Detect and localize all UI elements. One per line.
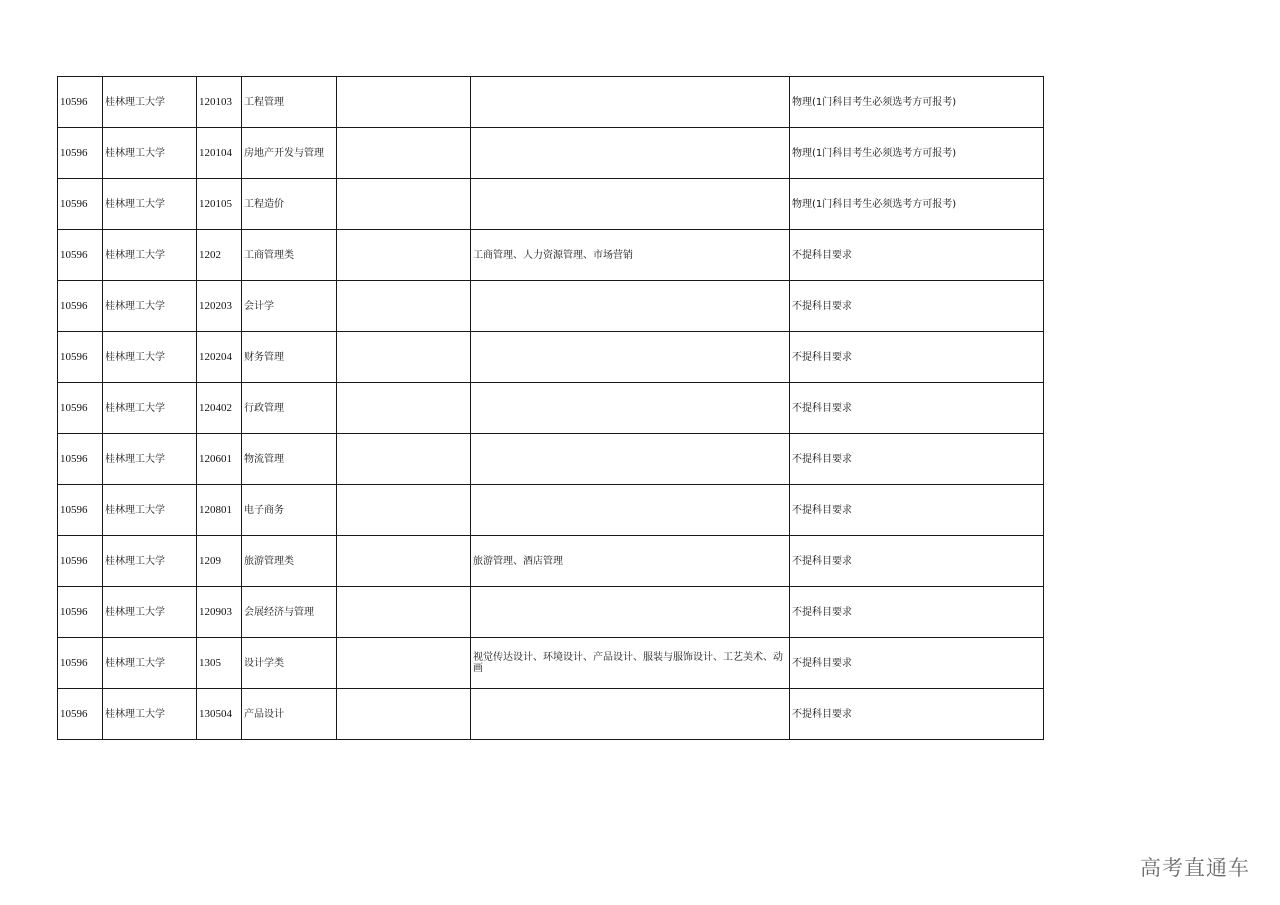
table-row [58,77,1044,128]
major-name-cell: 物流管理 [242,434,337,485]
major-name-cell: 房地产开发与管理 [242,128,337,179]
major-name-cell: 行政管理 [242,383,337,434]
subject-requirement-cell: 不提科目要求 [790,689,1044,740]
major-code-cell: 120104 [197,128,242,179]
school-code-cell: 10596 [58,332,103,383]
table-row [58,128,1044,179]
school-code-cell: 10596 [58,638,103,689]
table-row [58,536,1044,587]
school-code-cell: 10596 [58,179,103,230]
school-name-cell: 桂林理工大学 [103,77,197,128]
extra-cell [337,179,471,230]
subject-requirement-cell: 不提科目要求 [790,485,1044,536]
school-code-cell: 10596 [58,536,103,587]
extra-cell [337,485,471,536]
extra-cell [337,332,471,383]
major-name-cell: 财务管理 [242,332,337,383]
included-majors-cell [471,128,790,179]
extra-cell [337,536,471,587]
subject-requirement-cell: 物理(1门科目考生必须选考方可报考) [790,77,1044,128]
school-name-cell: 桂林理工大学 [103,332,197,383]
subject-requirement-cell: 不提科目要求 [790,434,1044,485]
included-majors-cell [471,332,790,383]
school-code-cell: 10596 [58,587,103,638]
major-name-cell: 会计学 [242,281,337,332]
school-name-cell: 桂林理工大学 [103,128,197,179]
major-name-cell: 产品设计 [242,689,337,740]
major-code-cell: 1202 [197,230,242,281]
included-majors-cell [471,179,790,230]
included-majors-cell: 工商管理、人力资源管理、市场营销 [471,230,790,281]
subject-requirement-cell: 不提科目要求 [790,281,1044,332]
table-row [58,230,1044,281]
school-name-cell: 桂林理工大学 [103,383,197,434]
table-row [58,281,1044,332]
school-code-cell: 10596 [58,689,103,740]
major-name-cell: 旅游管理类 [242,536,337,587]
school-code-cell: 10596 [58,230,103,281]
extra-cell [337,77,471,128]
table-body [58,77,1044,740]
school-code-cell: 10596 [58,383,103,434]
school-code-cell: 10596 [58,434,103,485]
school-name-cell: 桂林理工大学 [103,689,197,740]
major-code-cell: 120204 [197,332,242,383]
major-name-cell: 会展经济与管理 [242,587,337,638]
subject-requirement-cell: 不提科目要求 [790,638,1044,689]
extra-cell [337,689,471,740]
subject-requirement-cell: 不提科目要求 [790,383,1044,434]
major-code-cell: 120103 [197,77,242,128]
table-row [58,689,1044,740]
school-name-cell: 桂林理工大学 [103,587,197,638]
table-row [58,383,1044,434]
major-name-cell: 工商管理类 [242,230,337,281]
included-majors-cell: 视觉传达设计、环境设计、产品设计、服装与服饰设计、工艺美术、动画 [471,638,790,689]
school-name-cell: 桂林理工大学 [103,281,197,332]
school-code-cell: 10596 [58,77,103,128]
extra-cell [337,230,471,281]
subject-requirement-cell: 物理(1门科目考生必须选考方可报考) [790,179,1044,230]
extra-cell [337,383,471,434]
table-row [58,332,1044,383]
major-code-cell: 120203 [197,281,242,332]
major-code-cell: 120105 [197,179,242,230]
school-name-cell: 桂林理工大学 [103,638,197,689]
subject-requirement-cell: 不提科目要求 [790,332,1044,383]
major-code-cell: 120903 [197,587,242,638]
extra-cell [337,128,471,179]
table-row [58,638,1044,689]
subject-requirement-cell: 不提科目要求 [790,536,1044,587]
subject-requirement-cell: 物理(1门科目考生必须选考方可报考) [790,128,1044,179]
school-name-cell: 桂林理工大学 [103,485,197,536]
subject-requirement-cell: 不提科目要求 [790,230,1044,281]
major-code-cell: 120801 [197,485,242,536]
table-row [58,587,1044,638]
school-code-cell: 10596 [58,485,103,536]
major-code-cell: 1209 [197,536,242,587]
major-name-cell: 电子商务 [242,485,337,536]
major-name-cell: 工程造价 [242,179,337,230]
included-majors-cell [471,77,790,128]
table-row [58,179,1044,230]
major-name-cell: 工程管理 [242,77,337,128]
school-name-cell: 桂林理工大学 [103,179,197,230]
school-name-cell: 桂林理工大学 [103,434,197,485]
major-code-cell: 120402 [197,383,242,434]
school-code-cell: 10596 [58,128,103,179]
school-name-cell: 桂林理工大学 [103,230,197,281]
major-name-cell: 设计学类 [242,638,337,689]
extra-cell [337,434,471,485]
table-row [58,434,1044,485]
watermark-text: 高考直通车 [1140,856,1250,880]
subject-requirement-cell: 不提科目要求 [790,587,1044,638]
included-majors-cell [471,689,790,740]
included-majors-cell: 旅游管理、酒店管理 [471,536,790,587]
included-majors-cell [471,383,790,434]
table-row [58,485,1044,536]
major-code-cell: 130504 [197,689,242,740]
school-code-cell: 10596 [58,281,103,332]
included-majors-cell [471,281,790,332]
extra-cell [337,587,471,638]
included-majors-cell [471,485,790,536]
major-code-cell: 1305 [197,638,242,689]
school-name-cell: 桂林理工大学 [103,536,197,587]
extra-cell [337,638,471,689]
major-code-cell: 120601 [197,434,242,485]
extra-cell [337,281,471,332]
subject-requirements-table [57,76,1044,740]
included-majors-cell [471,434,790,485]
included-majors-cell [471,587,790,638]
